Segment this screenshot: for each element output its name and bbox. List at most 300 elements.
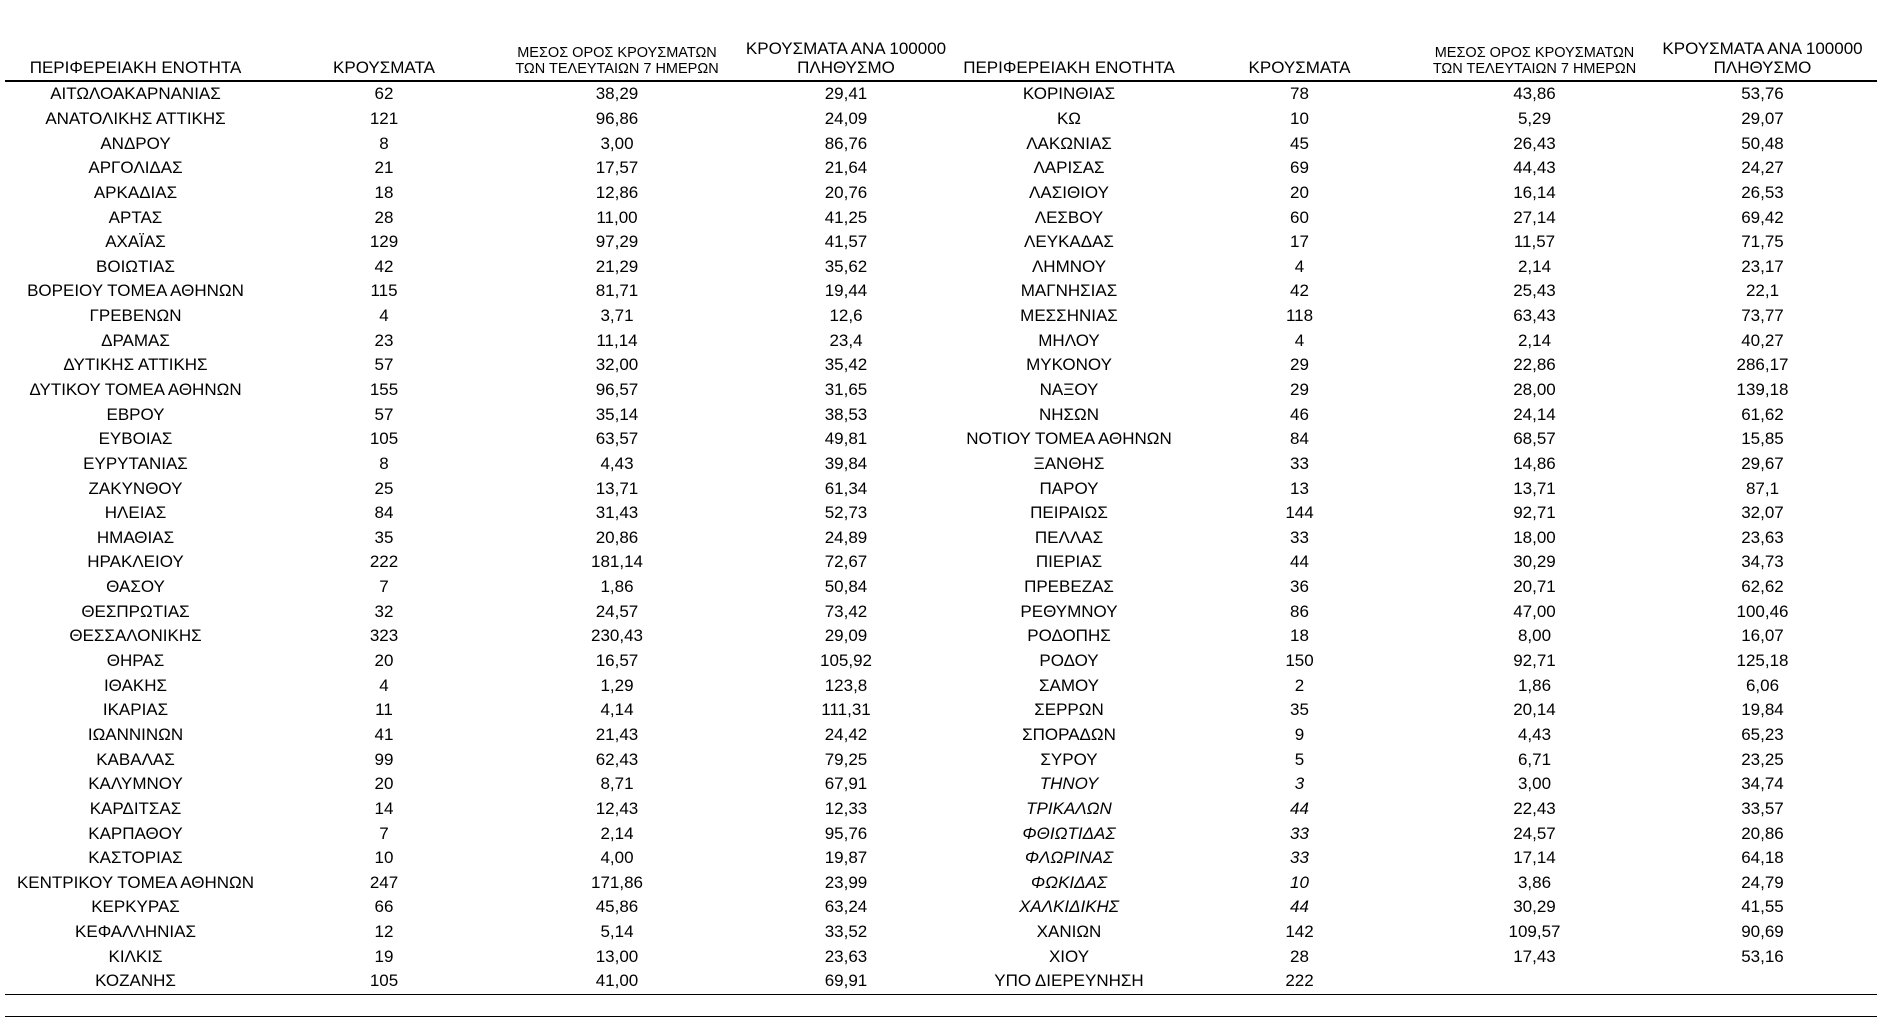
table-row — [5, 181, 1877, 206]
cell-avg-left: 4,43 — [600, 453, 634, 473]
cell-cases-right: 10 — [1290, 872, 1309, 892]
table-row — [5, 402, 1877, 427]
table-row — [5, 747, 1877, 772]
cell-region-left: ΒΟΡΕΙΟΥ ΤΟΜΕΑ ΑΘΗΝΩΝ — [27, 281, 244, 301]
cell-rate-right: 40,27 — [1741, 330, 1784, 350]
cell-cases-left: 18 — [374, 182, 394, 202]
cell-region-left: ΚΕΡΚΥΡΑΣ — [91, 897, 180, 917]
cell-avg-left: 17,57 — [595, 158, 639, 178]
header-avg-left-line1: ΜΕΣΟΣ ΟΡΟΣ ΚΡΟΥΣΜΑΤΩΝ — [517, 44, 717, 61]
cell-avg-left: 62,43 — [595, 749, 639, 769]
cell-region-left: ΑΡΤΑΣ — [108, 207, 163, 227]
cell-region-right: ΛΑΣΙΘΙΟΥ — [1029, 182, 1109, 202]
cell-rate-right: 15,85 — [1741, 429, 1784, 449]
cell-cases-right: 3 — [1294, 774, 1305, 794]
cell-avg-right: 63,43 — [1513, 306, 1556, 326]
cell-rate-right: 23,25 — [1741, 749, 1784, 769]
table-row — [5, 205, 1877, 230]
cell-cases-right: 13 — [1290, 478, 1309, 498]
cell-avg-left: 12,86 — [595, 182, 639, 202]
table-row — [5, 895, 1877, 920]
cell-avg-left: 2,14 — [600, 823, 634, 843]
cell-avg-left: 38,29 — [595, 84, 639, 104]
cell-region-right: ΣΕΡΡΩΝ — [1034, 700, 1104, 720]
cell-avg-left: 171,86 — [591, 872, 643, 892]
cell-region-right: ΚΟΡΙΝΘΙΑΣ — [1022, 84, 1116, 104]
cell-region-left: ΒΟΙΩΤΙΑΣ — [96, 256, 175, 276]
cell-avg-left: 32,00 — [595, 355, 639, 375]
cell-rate-left: 29,09 — [824, 626, 868, 646]
cell-avg-right: 17,14 — [1513, 848, 1556, 868]
table-row — [5, 378, 1877, 403]
cell-cases-left: 57 — [374, 404, 394, 424]
cell-cases-right: 86 — [1290, 601, 1309, 621]
cell-cases-left: 25 — [374, 478, 394, 498]
cell-region-right: ΛΑΡΙΣΑΣ — [1033, 158, 1105, 178]
cell-rate-left: 123,8 — [824, 675, 868, 695]
table-row — [5, 944, 1877, 969]
cell-rate-left: 21,64 — [824, 158, 868, 178]
cell-avg-left: 96,57 — [595, 380, 639, 399]
cell-cases-left: 7 — [379, 823, 389, 843]
cell-rate-left: 73,42 — [824, 601, 868, 621]
cell-region-right: ΜΕΣΣΗΝΙΑΣ — [1020, 306, 1118, 326]
cell-rate-right: 64,18 — [1741, 848, 1784, 868]
header-rate-left-line2: ΠΛΗΘΥΣΜΟ — [797, 58, 895, 78]
cell-rate-left: 20,76 — [824, 182, 868, 202]
table-row — [5, 476, 1877, 501]
cell-region-left: ΘΕΣΠΡΩΤΙΑΣ — [81, 601, 190, 621]
cell-cases-right: 17 — [1290, 232, 1309, 252]
cell-cases-left: 23 — [374, 330, 394, 350]
cell-rate-left: 19,44 — [824, 281, 868, 301]
header-cases-left: ΚΡΟΥΣΜΑΤΑ — [266, 30, 502, 81]
cell-avg-right: 44,43 — [1513, 158, 1556, 178]
cell-cases-left: 115 — [370, 281, 398, 301]
cell-rate-left: 35,62 — [824, 256, 868, 276]
cell-region-right: ΠΡΕΒΕΖΑΣ — [1024, 577, 1114, 597]
bottom-divider — [5, 1016, 1877, 1017]
cell-cases-right: 78 — [1290, 84, 1309, 104]
cell-avg-right: 24,14 — [1513, 404, 1556, 424]
cell-avg-right: 5,29 — [1517, 108, 1552, 128]
cell-avg-left: 4,14 — [600, 700, 634, 720]
table-body — [5, 81, 1877, 994]
cell-region-right: ΞΑΝΘΗΣ — [1033, 453, 1105, 473]
table-row — [5, 526, 1877, 551]
header-avg-left — [502, 30, 732, 81]
cell-avg-left: 20,86 — [595, 527, 639, 547]
table-row — [5, 81, 1877, 107]
cell-rate-right: 26,53 — [1741, 182, 1784, 202]
cell-avg-left: 1,29 — [600, 675, 634, 695]
cell-rate-right: 29,07 — [1741, 108, 1784, 128]
cell-rate-left: 50,84 — [824, 577, 868, 597]
cell-avg-right: 18,00 — [1513, 527, 1556, 547]
cell-rate-left: 67,91 — [824, 774, 868, 794]
cell-cases-left: 155 — [369, 380, 399, 399]
table-row — [5, 969, 1877, 994]
cell-rate-left: 23,99 — [824, 872, 868, 892]
cell-cases-left: 66 — [374, 897, 394, 917]
cell-avg-right: 22,43 — [1513, 798, 1556, 818]
cell-rate-right: 69,42 — [1741, 207, 1784, 227]
cell-region-left: ΚΕΦΑΛΛΗΝΙΑΣ — [75, 922, 196, 942]
header-avg-right-line2: ΤΩΝ ΤΕΛΕΥΤΑΙΩΝ 7 ΗΜΕΡΩΝ — [1432, 61, 1637, 78]
cell-rate-right: 50,48 — [1741, 133, 1784, 153]
table-row — [5, 599, 1877, 624]
table-row — [5, 649, 1877, 674]
cell-cases-left: 247 — [369, 872, 399, 892]
cell-rate-left: 61,34 — [824, 478, 868, 498]
cell-rate-right: 24,79 — [1741, 872, 1784, 892]
cell-rate-right: 34,74 — [1741, 774, 1784, 794]
cell-rate-right: 23,17 — [1741, 256, 1784, 276]
cell-region-left: ΑΧΑΪΑΣ — [105, 232, 166, 252]
cell-cases-right: 150 — [1285, 651, 1314, 671]
cell-cases-right: 44 — [1290, 552, 1309, 572]
cell-avg-right: 47,00 — [1513, 601, 1556, 621]
cell-cases-right: 4 — [1294, 256, 1305, 276]
cell-avg-right: 3,00 — [1517, 774, 1552, 794]
table-row — [5, 328, 1877, 353]
cell-cases-right: 35 — [1290, 700, 1309, 720]
cell-avg-right: 25,43 — [1513, 281, 1556, 301]
header-region-right: ΠΕΡΙΦΕΡΕΙΑΚΗ ΕΝΟΤΗΤΑ — [960, 30, 1178, 81]
cell-avg-left: 31,43 — [595, 503, 639, 523]
header-avg-right-line1: ΜΕΣΟΣ ΟΡΟΣ ΚΡΟΥΣΜΑΤΩΝ — [1434, 44, 1635, 61]
cell-region-left: ΓΡΕΒΕΝΩΝ — [89, 306, 182, 326]
table-header-row — [5, 30, 1877, 81]
cell-rate-right: 34,73 — [1741, 552, 1784, 572]
cell-region-right: ΛΕΣΒΟΥ — [1034, 207, 1104, 227]
cell-cases-left: 19 — [374, 946, 394, 966]
cell-rate-left: 19,87 — [824, 848, 868, 868]
cell-region-left: ΚΑΡΔΙΤΣΑΣ — [89, 798, 182, 818]
cell-avg-left: 41,00 — [502, 969, 732, 994]
cell-region-right: ΠΕΙΡΑΙΩΣ — [1030, 503, 1108, 523]
cell-cases-right: 33 — [1290, 453, 1309, 473]
cell-region-left: ΚΟΖΑΝΗΣ — [5, 969, 266, 994]
cell-rate-right: 125,18 — [1736, 651, 1789, 671]
cell-cases-left: 129 — [369, 232, 399, 252]
cell-rate-right: 16,07 — [1741, 626, 1784, 646]
cell-cases-left: 84 — [374, 503, 394, 523]
table-row — [5, 772, 1877, 797]
cell-cases-right: 20 — [1290, 182, 1309, 202]
cell-region-right: ΦΩΚΙΔΑΣ — [1030, 872, 1108, 892]
cell-rate-left: 24,89 — [824, 527, 868, 547]
cell-cases-left: 8 — [379, 133, 389, 153]
cell-rate-left: 23,4 — [829, 330, 863, 350]
cell-cases-right: 118 — [1285, 306, 1314, 326]
cell-avg-left: 81,71 — [595, 281, 639, 301]
cell-region-left: ΗΡΑΚΛΕΙΟΥ — [87, 552, 184, 572]
cell-rate-right: 19,84 — [1741, 700, 1784, 720]
cell-region-right: ΚΩ — [1056, 108, 1082, 128]
header-cases-right: ΚΡΟΥΣΜΑΤΑ — [1178, 30, 1421, 81]
cell-cases-right: 36 — [1290, 577, 1309, 597]
cell-rate-left: 105,92 — [820, 651, 872, 671]
cell-cases-right: 10 — [1290, 108, 1309, 128]
cell-region-left: ΚΑΛΥΜΝΟΥ — [88, 774, 183, 794]
cell-cases-right: 33 — [1290, 823, 1309, 843]
cell-rate-left: 95,76 — [824, 823, 868, 843]
cell-rate-left: 39,84 — [824, 453, 868, 473]
cell-avg-right: 20,14 — [1513, 700, 1556, 720]
cell-cases-left: 105 — [266, 969, 502, 994]
cell-cases-right: 144 — [1285, 503, 1314, 523]
cases-table-sheet — [5, 30, 1877, 995]
cell-rate-right: 53,76 — [1741, 84, 1784, 104]
cell-cases-left: 7 — [379, 577, 389, 597]
cell-rate-left: 79,25 — [824, 749, 868, 769]
cell-cases-left: 57 — [374, 355, 394, 375]
cell-avg-left: 13,71 — [595, 478, 639, 498]
cell-cases-right: 18 — [1290, 626, 1309, 646]
cell-region-left: ΘΗΡΑΣ — [106, 651, 165, 671]
cell-region-left: ΑΙΤΩΛΟΑΚΑΡΝΑΝΙΑΣ — [50, 84, 221, 104]
cell-region-left: ΚΑΒΑΛΑΣ — [96, 749, 175, 769]
table-row — [5, 254, 1877, 279]
cell-cases-right: 46 — [1290, 404, 1309, 424]
cell-avg-right: 8,00 — [1517, 626, 1552, 646]
cell-avg-left: 8,71 — [600, 774, 634, 794]
cell-region-right: ΥΠΟ ΔΙΕΡΕΥΝΗΣΗ — [960, 969, 1178, 994]
cell-avg-right: 20,71 — [1513, 577, 1556, 597]
cell-rate-left: 33,52 — [824, 922, 868, 942]
cell-cases-left: 35 — [374, 527, 394, 547]
cell-region-left: ΗΛΕΙΑΣ — [104, 503, 167, 523]
cell-cases-left: 11 — [375, 700, 393, 720]
cell-rate-left: 41,57 — [824, 232, 868, 252]
cell-cases-right: 33 — [1290, 527, 1309, 547]
cell-region-left: ΑΡΚΑΔΙΑΣ — [93, 182, 178, 202]
cell-region-left: ΙΘΑΚΗΣ — [103, 675, 168, 695]
cell-rate-right: 33,57 — [1741, 798, 1784, 818]
cell-region-left: ΑΡΓΟΛΙΔΑΣ — [88, 158, 183, 178]
table-row — [5, 920, 1877, 945]
cell-avg-right: 26,43 — [1513, 133, 1556, 153]
cell-rate-left: 69,91 — [732, 969, 960, 994]
cell-avg-left: 3,71 — [600, 306, 634, 326]
cell-avg-left: 21,29 — [595, 256, 639, 276]
cell-rate-left: 35,42 — [824, 355, 868, 375]
cell-region-right: ΜΗΛΟΥ — [1038, 330, 1100, 350]
cell-region-left: ΚΑΣΤΟΡΙΑΣ — [88, 848, 183, 868]
cell-region-right: ΝΟΤΙΟΥ ΤΟΜΕΑ ΑΘΗΝΩΝ — [966, 429, 1172, 449]
cell-avg-left: 97,29 — [595, 232, 639, 252]
cell-avg-right: 30,29 — [1513, 552, 1556, 572]
header-avg-right — [1421, 30, 1648, 81]
cell-region-right: ΛΗΜΝΟΥ — [1031, 256, 1107, 276]
cell-cases-right: 29 — [1290, 355, 1309, 375]
table-row — [5, 501, 1877, 526]
cell-avg-left: 181,14 — [591, 552, 643, 572]
cell-region-left: ΚΑΡΠΑΘΟΥ — [88, 823, 183, 843]
cell-rate-right: 100,46 — [1736, 601, 1789, 621]
cell-rate-left: 23,63 — [824, 946, 868, 966]
cell-rate-right: 6,06 — [1745, 675, 1780, 695]
cell-avg-left: 96,86 — [595, 108, 639, 128]
cell-region-right: ΣΠΟΡΑΔΩΝ — [1022, 724, 1116, 744]
cell-region-right: ΡΟΔΟΠΗΣ — [1027, 626, 1111, 646]
cell-rate-left: 52,73 — [824, 503, 868, 523]
cell-rate-right: 65,23 — [1741, 724, 1784, 744]
table-row — [5, 550, 1877, 575]
cell-rate-right: 139,18 — [1736, 380, 1789, 399]
cell-region-right: ΤΗΝΟΥ — [1039, 774, 1099, 794]
cell-rate-right — [1648, 969, 1877, 994]
cell-avg-left: 11,14 — [596, 330, 638, 350]
cell-rate-right: 32,07 — [1741, 503, 1784, 523]
cell-cases-right: 84 — [1290, 429, 1309, 449]
cell-region-left: ΔΡΑΜΑΣ — [101, 330, 170, 350]
cell-rate-left: 86,76 — [824, 133, 868, 153]
cell-region-left: ΕΥΒΟΙΑΣ — [98, 429, 173, 449]
cell-cases-left: 20 — [374, 774, 394, 794]
cell-region-right: ΧΙΟΥ — [1048, 946, 1090, 966]
header-rate-right-line1: ΚΡΟΥΣΜΑΤΑ ΑΝΑ 100000 — [1662, 38, 1863, 58]
table-row — [5, 107, 1877, 132]
cell-cases-right: 60 — [1290, 207, 1309, 227]
cell-cases-right: 2 — [1294, 675, 1305, 695]
cell-rate-right: 20,86 — [1741, 823, 1784, 843]
cell-cases-left: 323 — [369, 626, 399, 646]
table-row — [5, 131, 1877, 156]
cell-avg-right: 11,57 — [1513, 232, 1556, 252]
cell-rate-left: 38,53 — [824, 404, 868, 424]
table-row — [5, 427, 1877, 452]
cell-avg-left: 3,00 — [600, 133, 634, 153]
cell-cases-right: 222 — [1178, 969, 1421, 994]
header-rate-left-line1: ΚΡΟΥΣΜΑΤΑ ΑΝΑ 100000 — [745, 38, 947, 58]
cell-avg-left: 16,57 — [595, 651, 639, 671]
cell-cases-left: 121 — [369, 108, 399, 128]
cell-avg-right: 24,57 — [1513, 823, 1556, 843]
cell-rate-left: 63,24 — [824, 897, 868, 917]
cell-avg-right: 1,86 — [1517, 675, 1552, 695]
cell-avg-right: 30,29 — [1513, 897, 1556, 917]
cell-cases-left: 4 — [379, 675, 389, 695]
cell-avg-left: 4,00 — [600, 848, 634, 868]
table-row — [5, 871, 1877, 896]
cell-region-right: ΠΕΛΛΑΣ — [1034, 527, 1104, 547]
header-rate-left — [732, 30, 960, 81]
cell-region-right: ΡΟΔΟΥ — [1039, 651, 1099, 671]
cell-rate-right: 62,62 — [1741, 577, 1784, 597]
cell-cases-left: 14 — [374, 798, 394, 818]
table-row — [5, 821, 1877, 846]
cell-cases-right: 4 — [1294, 330, 1305, 350]
cell-cases-right: 9 — [1294, 724, 1305, 744]
cell-rate-right: 29,67 — [1741, 453, 1784, 473]
cell-cases-left: 42 — [374, 256, 394, 276]
cell-cases-left: 62 — [374, 84, 394, 104]
cell-avg-right: 22,86 — [1513, 355, 1556, 375]
cell-region-left: ΚΙΛΚΙΣ — [108, 946, 163, 966]
cell-cases-left: 32 — [374, 601, 394, 621]
cell-avg-right: 17,43 — [1513, 946, 1556, 966]
cell-rate-left: 49,81 — [824, 429, 868, 449]
cell-rate-right: 87,1 — [1745, 478, 1780, 498]
cell-cases-right: 29 — [1290, 380, 1309, 399]
cell-region-left: ΑΝΑΤΟΛΙΚΗΣ ΑΤΤΙΚΗΣ — [45, 108, 226, 128]
cell-avg-left: 24,57 — [595, 601, 639, 621]
cell-cases-right: 28 — [1290, 946, 1309, 966]
table-row — [5, 279, 1877, 304]
cell-rate-right: 286,17 — [1736, 355, 1789, 375]
cell-rate-right: 71,75 — [1741, 232, 1784, 252]
cell-cases-left: 12 — [374, 922, 394, 942]
cell-avg-left: 12,43 — [595, 798, 639, 818]
cell-cases-right: 69 — [1290, 158, 1309, 178]
cell-avg-right — [1421, 969, 1648, 994]
cell-avg-right: 43,86 — [1513, 84, 1556, 104]
cell-region-right: ΧΑΛΚΙΔΙΚΗΣ — [1018, 897, 1120, 917]
cell-region-right: ΦΘΙΩΤΙΔΑΣ — [1022, 823, 1116, 843]
cell-avg-left: 1,86 — [600, 577, 634, 597]
cell-rate-right: 41,55 — [1741, 897, 1784, 917]
table-row — [5, 452, 1877, 477]
cell-region-right: ΠΙΕΡΙΑΣ — [1035, 552, 1103, 572]
cell-cases-left: 222 — [369, 552, 399, 572]
cell-cases-right: 42 — [1290, 281, 1309, 301]
cell-region-left: ΕΥΡΥΤΑΝΙΑΣ — [83, 453, 188, 473]
cell-cases-left: 28 — [374, 207, 394, 227]
cell-avg-left: 5,14 — [600, 922, 634, 942]
header-region-left: ΠΕΡΙΦΕΡΕΙΑΚΗ ΕΝΟΤΗΤΑ — [5, 30, 266, 81]
cell-rate-left: 29,41 — [824, 84, 868, 104]
cell-avg-left: 11,00 — [596, 207, 638, 227]
cell-avg-left: 21,43 — [595, 724, 639, 744]
cell-avg-left: 35,14 — [595, 404, 639, 424]
table-row — [5, 673, 1877, 698]
cell-avg-right: 2,14 — [1517, 330, 1552, 350]
cell-region-right: ΠΑΡΟΥ — [1039, 478, 1099, 498]
cell-rate-left: 111,31 — [821, 700, 871, 720]
cell-rate-right: 90,69 — [1741, 922, 1784, 942]
cell-region-left: ΙΩΑΝΝΙΝΩΝ — [87, 724, 184, 744]
cell-region-right: ΣΥΡΟΥ — [1040, 749, 1098, 769]
cell-cases-right: 45 — [1290, 133, 1309, 153]
cell-region-right: ΝΑΞΟΥ — [1039, 380, 1099, 399]
cell-rate-left: 41,25 — [824, 207, 868, 227]
cell-region-left: ΕΒΡΟΥ — [106, 404, 165, 424]
cell-region-left: ΔΥΤΙΚΟΥ ΤΟΜΕΑ ΑΘΗΝΩΝ — [29, 380, 242, 399]
cell-region-left: ΙΚΑΡΙΑΣ — [102, 700, 169, 720]
cell-avg-right: 14,86 — [1513, 453, 1556, 473]
cell-rate-left: 24,42 — [824, 724, 868, 744]
cell-cases-left: 20 — [374, 651, 394, 671]
cell-avg-left: 230,43 — [591, 626, 643, 646]
table-row — [5, 624, 1877, 649]
table-row — [5, 575, 1877, 600]
cell-avg-right: 92,71 — [1513, 651, 1556, 671]
cell-rate-right: 22,1 — [1745, 281, 1780, 301]
cell-avg-right: 92,71 — [1513, 503, 1556, 523]
cell-region-left: ΘΑΣΟΥ — [106, 577, 165, 597]
cell-cases-left: 10 — [374, 848, 394, 868]
cell-region-right: ΡΕΘΥΜΝΟΥ — [1020, 601, 1118, 621]
cell-region-right: ΛΕΥΚΑΔΑΣ — [1024, 232, 1114, 252]
cell-rate-left: 31,65 — [824, 380, 868, 399]
cell-avg-right: 109,57 — [1508, 922, 1561, 942]
cell-region-left: ΚΕΝΤΡΙΚΟΥ ΤΟΜΕΑ ΑΘΗΝΩΝ — [16, 872, 255, 892]
table-row — [5, 230, 1877, 255]
cell-region-right: ΛΑΚΩΝΙΑΣ — [1026, 133, 1112, 153]
cell-region-left: ΖΑΚΥΝΘΟΥ — [88, 478, 183, 498]
